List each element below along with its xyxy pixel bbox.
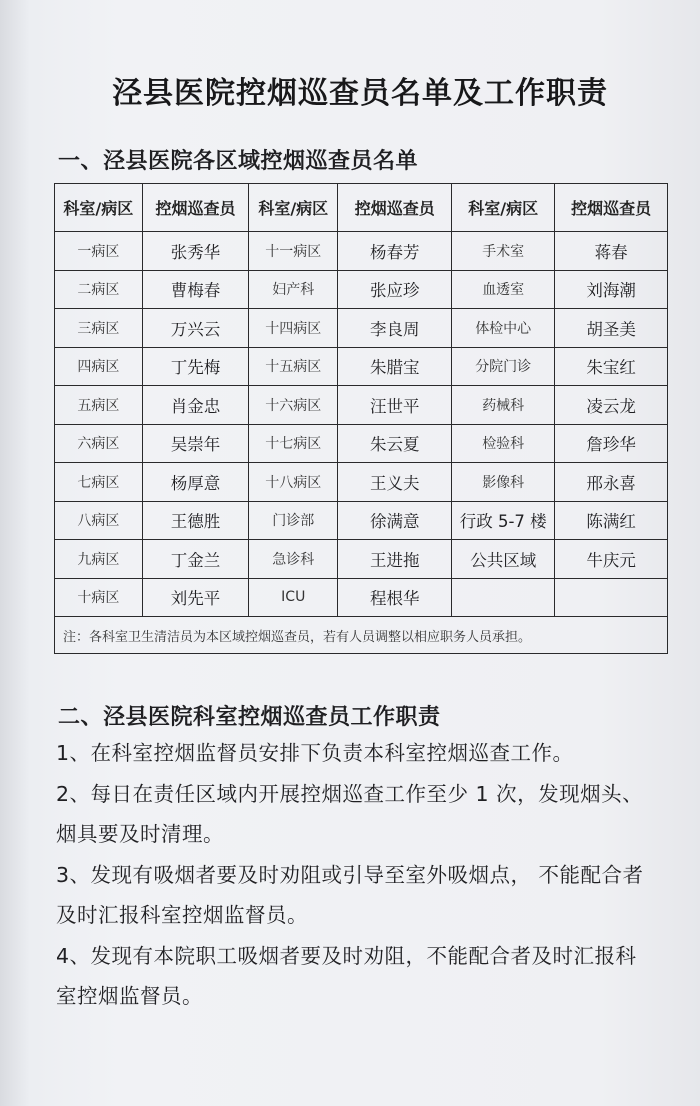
table-row [55,501,668,540]
inspector-cell: 张秀华 [142,232,249,271]
dept-cell: 四病区 [55,347,143,386]
inspector-cell: 丁先梅 [142,347,249,386]
inspector-cell: 蒋春 [555,232,668,271]
dept-cell: 门诊部 [249,501,338,540]
inspector-cell: 杨厚意 [142,463,249,502]
inspector-roster-table [54,183,668,654]
inspector-cell: 牛庆元 [555,540,668,579]
dept-cell: 八病区 [55,501,143,540]
section-2-heading: 二、泾县医院科室控烟巡查员工作职责 [58,705,441,730]
dept-cell: 急诊科 [249,540,338,579]
table-note: 注：各科室卫生清洁员为本区域控烟巡查员，若有人员调整以相应职务人员承担。 [55,617,668,654]
header-inspector-3: 控烟巡查员 [555,184,668,232]
inspector-cell: 肖金忠 [142,386,249,425]
duties-list [56,733,656,1017]
table-row [55,540,668,579]
dept-cell: 血透室 [452,270,555,309]
inspector-cell: 刘先平 [142,578,249,617]
dept-cell: 三病区 [55,309,143,348]
dept-cell: 妇产科 [249,270,338,309]
table-row [55,463,668,502]
inspector-cell: 邢永喜 [555,463,668,502]
dept-cell: 十四病区 [249,309,338,348]
header-dept-1: 科室/病区 [55,184,143,232]
inspector-cell: 刘海潮 [555,270,668,309]
dept-cell: 手术室 [452,232,555,271]
inspector-cell: 王义夫 [338,463,452,502]
dept-cell: 药械科 [452,386,555,425]
duty-item-2: 2、每日在责任区域内开展控烟巡查工作至少 1 次，发现烟头、烟具要及时清理。 [56,781,644,846]
table-header-row [55,184,668,232]
section-1-heading: 一、泾县医院各区域控烟巡查员名单 [58,149,419,174]
dept-cell: 一病区 [55,232,143,271]
inspector-cell: 陈满红 [555,501,668,540]
dept-cell: 十八病区 [249,463,338,502]
inspector-cell: 朱腊宝 [338,347,452,386]
inspector-cell: 徐满意 [338,501,452,540]
duty-item-3: 3、发现有吸烟者要及时劝阻或引导至室外吸烟点， 不能配合者及时汇报科室控烟监督员。 [56,862,644,927]
header-dept-2: 科室/病区 [249,184,338,232]
table-row [55,386,668,425]
dept-cell: 二病区 [55,270,143,309]
inspector-cell: 丁金兰 [142,540,249,579]
dept-cell: 十病区 [55,578,143,617]
table-row [55,578,668,617]
dept-cell: 六病区 [55,424,143,463]
inspector-cell: 汪世平 [338,386,452,425]
inspector-cell: 詹珍华 [555,424,668,463]
inspector-cell: 张应珍 [338,270,452,309]
inspector-cell: 杨春芳 [338,232,452,271]
dept-cell: 七病区 [55,463,143,502]
inspector-cell: 胡圣美 [555,309,668,348]
table-note-row [55,617,668,654]
dept-cell: 影像科 [452,463,555,502]
inspector-cell: 吴崇年 [142,424,249,463]
dept-cell: 十五病区 [249,347,338,386]
table-row [55,424,668,463]
inspector-cell: 程根华 [338,578,452,617]
dept-cell: 行政 5-7 楼 [452,501,555,540]
dept-cell: ICU [249,578,338,617]
header-dept-3: 科室/病区 [452,184,555,232]
dept-cell: 十一病区 [249,232,338,271]
dept-cell: 九病区 [55,540,143,579]
inspector-cell: 李良周 [338,309,452,348]
duty-item-1: 1、在科室控烟监督员安排下负责本科室控烟巡查工作。 [56,741,574,765]
dept-cell: 十七病区 [249,424,338,463]
inspector-cell: 万兴云 [142,309,249,348]
table-row [55,347,668,386]
dept-cell: 五病区 [55,386,143,425]
document-title: 泾县医院控烟巡查员名单及工作职责 [112,76,608,111]
table-row [55,309,668,348]
empty-cell [555,578,668,617]
dept-cell: 公共区域 [452,540,555,579]
dept-cell: 分院门诊 [452,347,555,386]
inspector-cell: 凌云龙 [555,386,668,425]
dept-cell: 检验科 [452,424,555,463]
inspector-cell: 朱云夏 [338,424,452,463]
header-inspector-1: 控烟巡查员 [142,184,249,232]
empty-cell [452,578,555,617]
inspector-cell: 曹梅春 [142,270,249,309]
inspector-cell: 王进拖 [338,540,452,579]
inspector-cell: 朱宝红 [555,347,668,386]
dept-cell: 体检中心 [452,309,555,348]
header-inspector-2: 控烟巡查员 [338,184,452,232]
duty-item-4: 4、发现有本院职工吸烟者要及时劝阻，不能配合者及时汇报科室控烟监督员。 [56,943,637,1008]
inspector-cell: 王德胜 [142,501,249,540]
table-row [55,232,668,271]
table-row [55,270,668,309]
dept-cell: 十六病区 [249,386,338,425]
